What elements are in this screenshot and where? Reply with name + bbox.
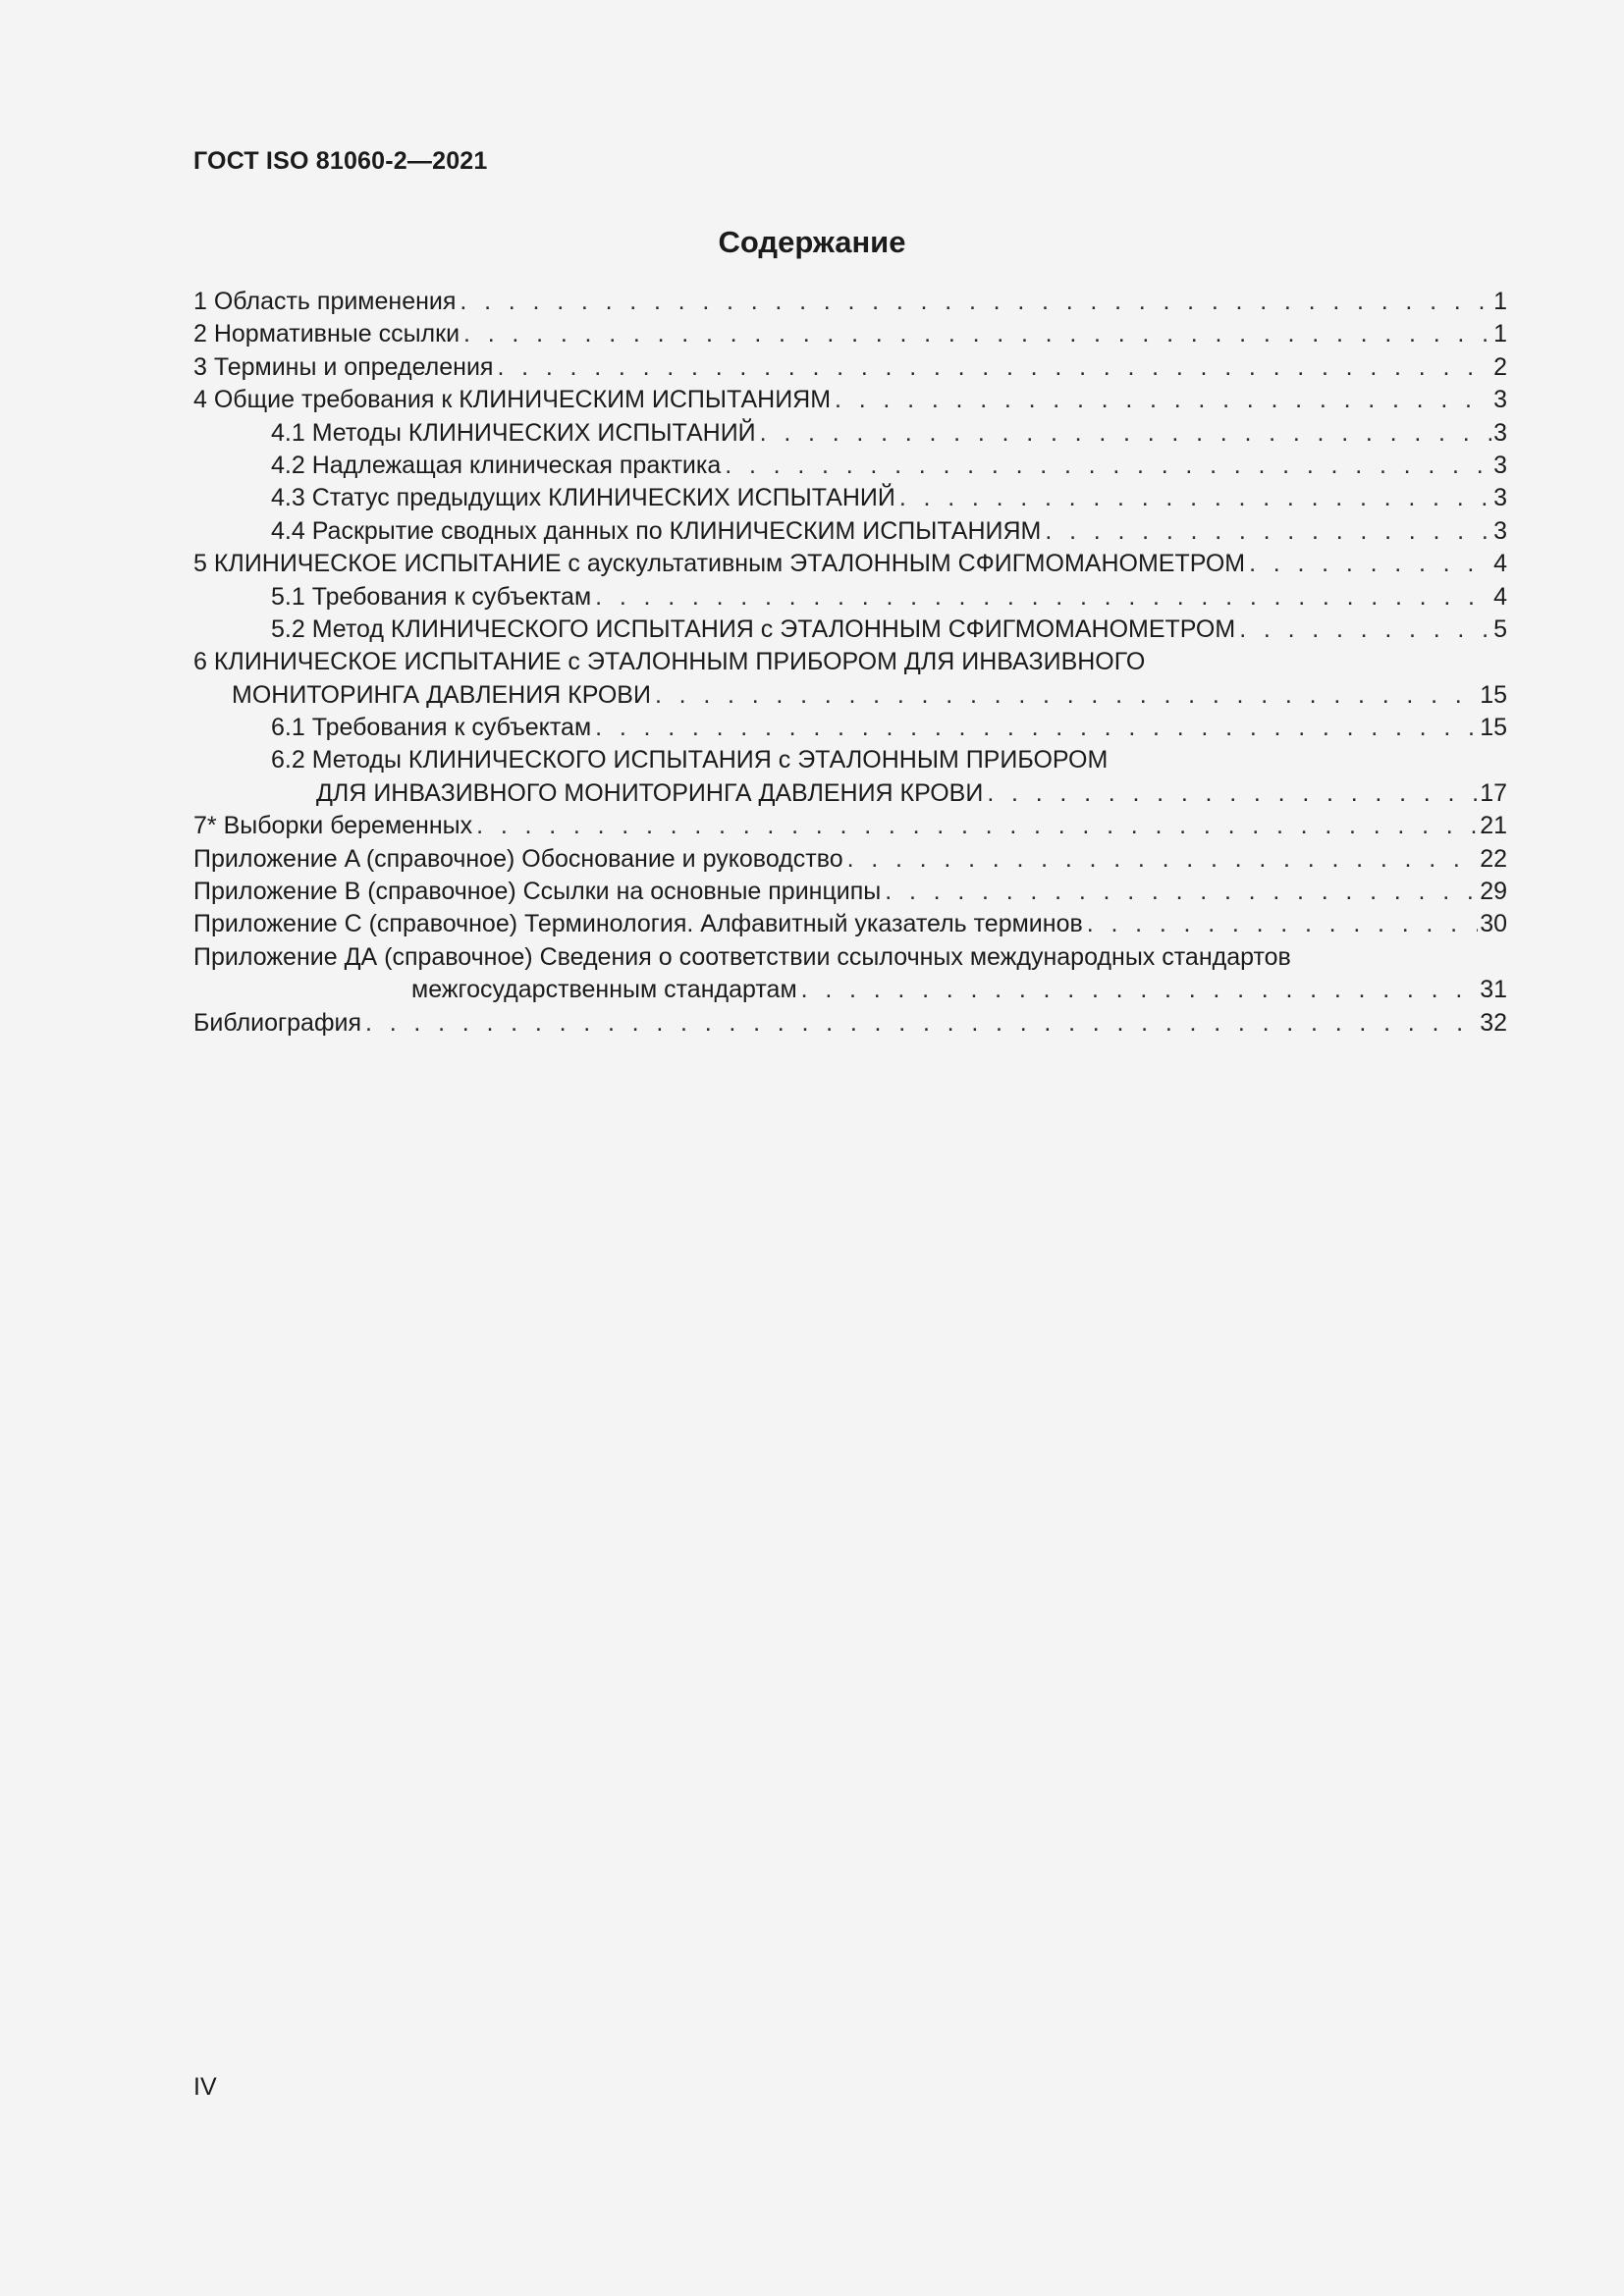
toc-entry[interactable] [193,417,1507,450]
dot-leader [835,384,1491,416]
toc-entry[interactable] [193,843,1507,876]
dot-leader [595,712,1478,744]
toc-entry[interactable] [193,482,1507,514]
toc-entry-label: 4.2 Надлежащая клиническая практика [271,451,722,479]
toc-entry-label: 5.1 Требования к субъектам [271,582,592,611]
toc-entry[interactable] [193,450,1507,482]
toc-entry-page: 22 [1480,844,1507,873]
dot-leader [1087,908,1478,940]
toc-entry-label: 7* Выборки беременных [193,812,473,840]
page-number: IV [193,2073,217,2101]
toc-entry[interactable] [193,712,1507,744]
toc-entry[interactable] [193,974,1507,1006]
toc-entry-page: 3 [1493,386,1507,414]
toc-entry[interactable] [193,777,1507,810]
toc-entry[interactable] [193,679,1507,712]
toc-entry[interactable] [193,581,1507,614]
dot-leader [847,843,1479,876]
toc-entry[interactable] [193,318,1507,350]
toc-entry[interactable] [193,810,1507,842]
toc-entry-page: 30 [1480,910,1507,938]
dot-leader [476,810,1478,842]
dot-leader [885,876,1478,908]
toc-entry-page: 3 [1493,451,1507,479]
toc-entry[interactable] [193,908,1507,940]
toc-entry-page: 3 [1493,484,1507,512]
toc-entry-page: 17 [1480,778,1507,807]
toc-entry-label: 4 Общие требования к КЛИНИЧЕСКИМ ИСПЫТАНИЯМ [193,386,832,414]
toc-entry[interactable] [193,384,1507,416]
toc-entry[interactable] [193,286,1507,318]
toc-title: Содержание [718,225,906,259]
toc-entry-label: 1 Область применения [193,288,457,315]
toc-entry-page: 15 [1480,714,1507,742]
toc-entry-page: 31 [1480,976,1507,1004]
dot-leader [1249,548,1491,580]
dot-leader [365,1007,1478,1040]
toc-entry-label: 3 Термины и определения [193,352,494,381]
toc-entry-label: 6.2 Методы КЛИНИЧЕСКОГО ИСПЫТАНИЯ с ЭТАЛОННЫМ ПРИБОРОМ [271,746,1109,774]
toc-entry-label-continued: межгосударственным стандартам [411,976,797,1004]
toc-entry-page: 5 [1493,614,1507,643]
toc-entry[interactable] [193,876,1507,908]
toc-entry-label: 6.1 Требования к субъектам [271,714,592,742]
toc-entry-page: 4 [1493,582,1507,611]
toc-entry-page: 21 [1480,812,1507,840]
dot-leader [460,286,1491,318]
toc-entry[interactable] [193,548,1507,580]
toc-entry-page: 32 [1480,1008,1507,1037]
toc-entry[interactable] [193,351,1507,384]
dot-leader [1239,614,1491,646]
table-of-contents [193,286,1507,1040]
dot-leader [595,581,1491,614]
dot-leader [987,777,1478,810]
toc-entry-label: 4.3 Статус предыдущих КЛИНИЧЕСКИХ ИСПЫТАНИЙ [271,484,895,512]
dot-leader [725,450,1491,482]
toc-entry-label: 6 КЛИНИЧЕСКОЕ ИСПЫТАНИЕ с ЭТАЛОННЫМ ПРИБОРОМ ДЛЯ ИНВАЗИВНОГО [193,648,1146,676]
toc-entry-page: 1 [1493,288,1507,315]
toc-entry-label: Приложение C (справочное) Терминология. Алфавитный указатель терминов [193,910,1083,938]
toc-entry[interactable] [193,515,1507,548]
toc-entry-label: 2 Нормативные ссылки [193,320,460,348]
toc-entry-first-line[interactable] [193,941,1507,974]
toc-entry-label: 5.2 Метод КЛИНИЧЕСКОГО ИСПЫТАНИЯ с ЭТАЛОННЫМ СФИГМОМАНОМЕТРОМ [271,614,1236,643]
toc-entry-label: 4.1 Методы КЛИНИЧЕСКИХ ИСПЫТАНИЙ [271,418,756,447]
toc-entry-label-continued: ДЛЯ ИНВАЗИВНОГО МОНИТОРИНГА ДАВЛЕНИЯ КРОВИ [316,778,984,807]
toc-entry-page: 3 [1493,516,1507,545]
dot-leader [899,482,1491,514]
toc-entry-label-continued: МОНИТОРИНГА ДАВЛЕНИЯ КРОВИ [232,680,651,709]
toc-entry[interactable] [193,614,1507,646]
toc-entry-label: Приложение A (справочное) Обоснование и руководство [193,844,843,873]
toc-entry-label: 5 КЛИНИЧЕСКОЕ ИСПЫТАНИЕ с аускультативным ЭТАЛОННЫМ СФИГМОМАНОМЕТРОМ [193,550,1246,578]
dot-leader [463,318,1491,350]
toc-entry-page: 29 [1480,878,1507,906]
toc-entry-page: 15 [1480,680,1507,709]
toc-entry-label: Приложение B (справочное) Ссылки на основные принципы [193,878,882,906]
dot-leader [1045,515,1491,548]
dot-leader [655,679,1478,712]
toc-entry-label: Приложение ДА (справочное) Сведения о соответствии ссылочных международных стандартов [193,942,1291,971]
toc-entry-page: 1 [1493,320,1507,348]
toc-entry-label: Библиография [193,1008,362,1037]
toc-entry-first-line[interactable] [193,744,1507,776]
toc-entry-page: 2 [1493,352,1507,381]
toc-entry-label: 4.4 Раскрытие сводных данных по КЛИНИЧЕСКИМ ИСПЫТАНИЯМ [271,516,1042,545]
toc-entry-first-line[interactable] [193,646,1507,678]
toc-entry[interactable] [193,1007,1507,1040]
dot-leader [497,351,1491,384]
toc-entry-page: 3 [1493,418,1507,447]
dot-leader [760,417,1491,450]
dot-leader [801,974,1479,1006]
toc-entry-page: 4 [1493,550,1507,578]
document-code: ГОСТ ISO 81060-2—2021 [193,147,488,175]
